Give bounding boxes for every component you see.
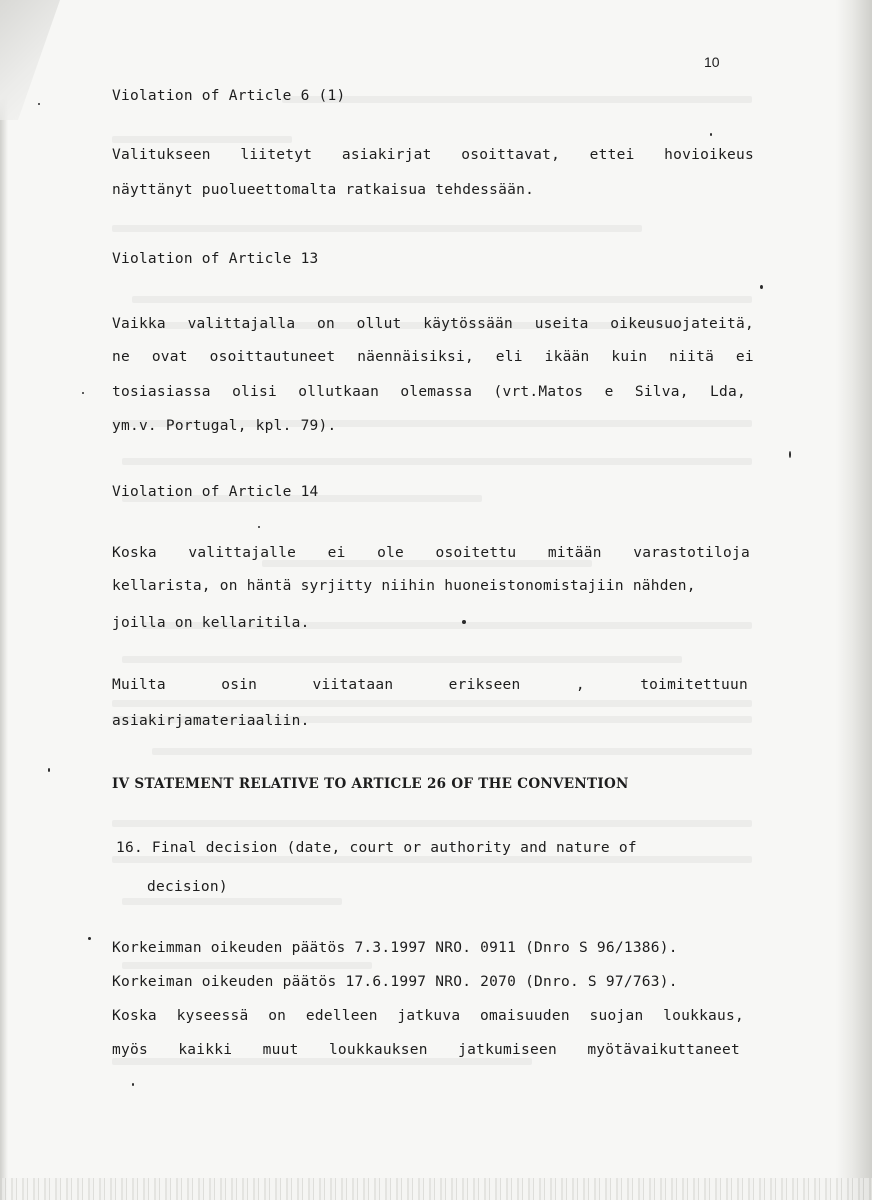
article-14-heading: Violation of Article 14	[112, 484, 319, 500]
scan-speck	[789, 451, 791, 458]
scan-speck	[82, 392, 84, 394]
document-body	[112, 0, 758, 1200]
scan-speck	[132, 1083, 134, 1086]
scan-speck	[760, 285, 763, 289]
scan-speck	[710, 133, 712, 136]
article-14-line-3: joilla on kellaritila.	[112, 615, 310, 631]
article-13-line-1: Vaikka valittajalla on ollut käytössään useita oikeusuojateitä,	[112, 316, 754, 332]
statement-heading: IV STATEMENT RELATIVE TO ARTICLE 26 OF THE CONVENTION	[112, 776, 629, 792]
folded-corner	[0, 0, 60, 120]
article-13-line-3: tosiasiassa olisi ollutkaan olemassa (vrt.Matos e Silva, Lda,	[112, 384, 746, 400]
article-6-heading: Violation of Article 6 (1)	[112, 88, 346, 104]
article-6-line-2: näyttänyt puolueettomalta ratkaisua tehdessään.	[112, 182, 535, 198]
article-14-line-2: kellarista, on häntä syrjitty niihin huoneistonomistajiin nähden,	[112, 578, 696, 594]
scan-speck	[88, 937, 91, 940]
page-edge-shadow	[0, 0, 8, 1200]
decision-line-2: Korkeiman oikeuden päätös 17.6.1997 NRO. 2070 (Dnro. S 97/763).	[112, 974, 678, 990]
decision-line-3: Koska kyseessä on edelleen jatkuva omaisuuden suojan loukkaus,	[112, 1008, 744, 1024]
page-number: 10	[704, 54, 720, 70]
scan-speck	[462, 620, 466, 624]
article-13-line-2: ne ovat osoittautuneet näennäisiksi, eli ikään kuin niitä ei	[112, 349, 754, 365]
decision-line-1: Korkeimman oikeuden päätös 7.3.1997 NRO. 0911 (Dnro S 96/1386).	[112, 940, 678, 956]
other-matters-line-1: Muilta osin viitataan erikseen , toimitettuun	[112, 677, 748, 693]
article-6-line-1: Valitukseen liitetyt asiakirjat osoittavat, ettei hovioikeus	[112, 147, 754, 163]
scan-speck	[48, 768, 50, 772]
scan-speck	[38, 103, 40, 105]
item-16-line-1: 16. Final decision (date, court or authority and nature of	[116, 840, 637, 856]
page-right-edge	[836, 0, 872, 1200]
decision-line-4: myös kaikki muut loukkauksen jatkumiseen myötävaikuttaneet	[112, 1042, 740, 1058]
article-13-heading: Violation of Article 13	[112, 251, 319, 267]
article-13-line-4: ym.v. Portugal, kpl. 79).	[112, 418, 337, 434]
other-matters-line-2: asiakirjamateriaaliin.	[112, 713, 310, 729]
article-14-line-1: Koska valittajalle ei ole osoitettu mitään varastotiloja	[112, 545, 750, 561]
item-16-line-2: decision)	[147, 879, 228, 895]
scan-speck	[258, 526, 260, 528]
